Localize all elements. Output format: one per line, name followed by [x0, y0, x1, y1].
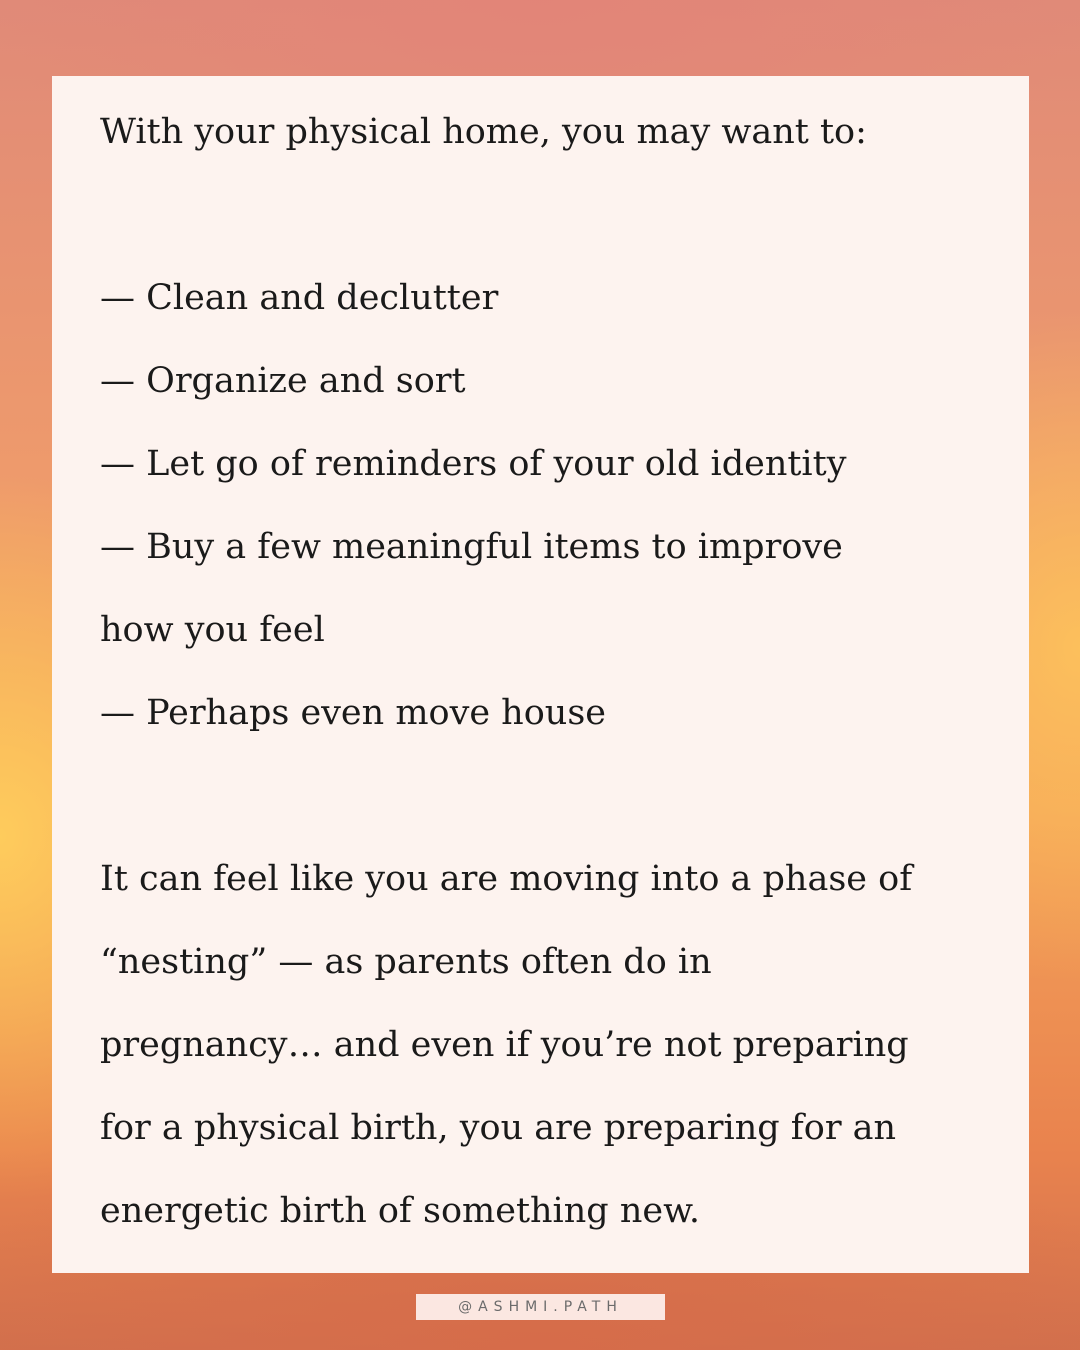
paragraph-line-2: “nesting” — as parents often do in	[100, 942, 712, 982]
list-item-clean: — Clean and declutter	[100, 278, 499, 318]
list-item-buy-continued: how you feel	[100, 610, 325, 650]
paragraph-line-3: pregnancy… and even if you’re not preparing	[100, 1025, 909, 1065]
paragraph-line-1: It can feel like you are moving into a phase of	[100, 859, 913, 899]
heading: With your physical home, you may want to:	[100, 112, 867, 152]
list-item-move: — Perhaps even move house	[100, 693, 607, 733]
text-card	[52, 76, 1029, 1273]
list-item-let-go: — Let go of reminders of your old identity	[100, 444, 847, 484]
list-item-organize: — Organize and sort	[100, 361, 466, 401]
list-item-buy: — Buy a few meaningful items to improve	[100, 527, 843, 567]
paragraph-line-5: energetic birth of something new.	[100, 1191, 701, 1231]
paragraph-line-4: for a physical birth, you are preparing for an	[100, 1108, 897, 1148]
account-handle: @ASHMI.PATH	[416, 1294, 665, 1320]
